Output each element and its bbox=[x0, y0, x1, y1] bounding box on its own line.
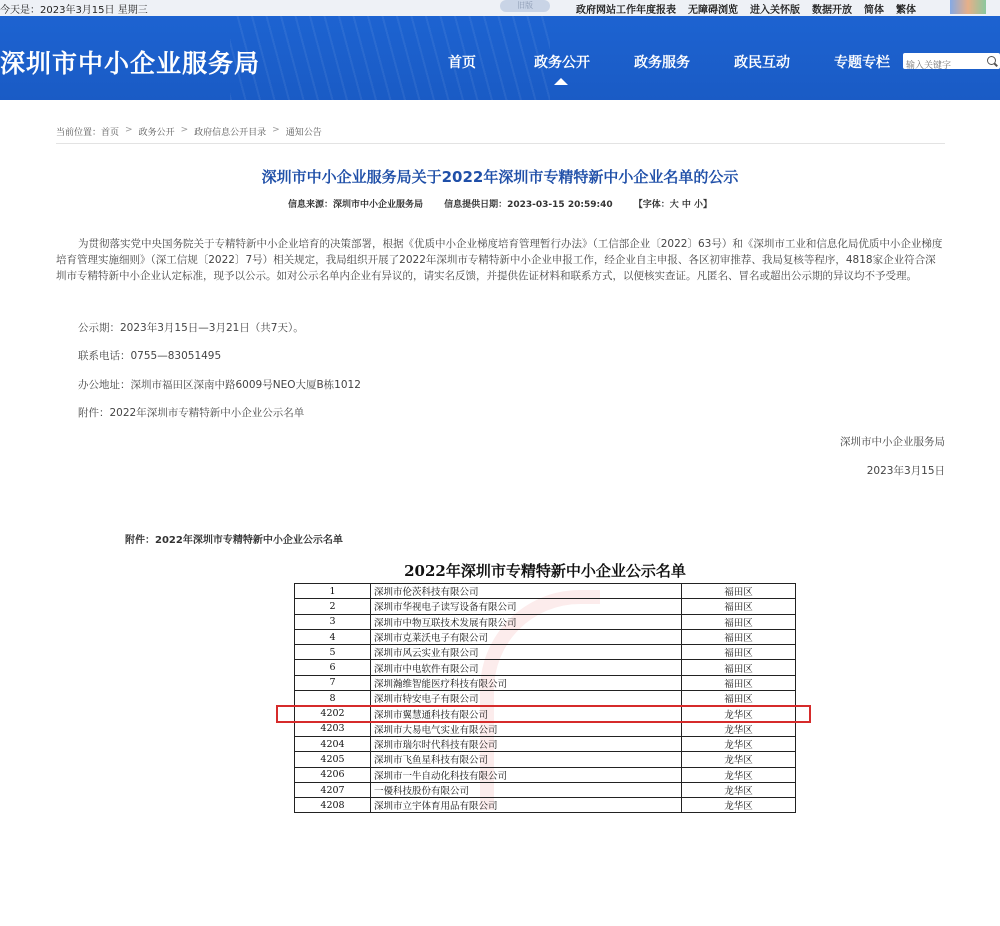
company-table bbox=[294, 583, 796, 813]
row-number: 4203 bbox=[295, 721, 371, 736]
table-row bbox=[295, 660, 796, 675]
district: 龙华区 bbox=[682, 721, 796, 736]
accessibility-link[interactable]: 无障碍浏览 bbox=[688, 5, 738, 16]
row-number: 6 bbox=[295, 660, 371, 675]
company-name: 深圳瀚维智能医疗科技有限公司 bbox=[371, 675, 682, 690]
company-name: 深圳市飞鱼星科技有限公司 bbox=[371, 752, 682, 767]
breadcrumb-separator: > bbox=[180, 125, 189, 135]
district: 龙华区 bbox=[682, 798, 796, 813]
traditional-chinese-link[interactable]: 繁体 bbox=[896, 5, 916, 16]
company-name: 深圳市一牛自动化科技有限公司 bbox=[371, 767, 682, 782]
company-name: 深圳市华视电子读写设备有限公司 bbox=[371, 599, 682, 614]
table-row bbox=[295, 752, 796, 767]
site-header bbox=[0, 16, 1000, 100]
company-name: 深圳市瑞尔时代科技有限公司 bbox=[371, 736, 682, 751]
open-data-link[interactable]: 数据开放 bbox=[812, 5, 852, 16]
table-row bbox=[295, 629, 796, 644]
row-number: 5 bbox=[295, 645, 371, 660]
table-row bbox=[295, 675, 796, 690]
row-number: 7 bbox=[295, 675, 371, 690]
row-number: 4202 bbox=[295, 706, 371, 721]
district: 福田区 bbox=[682, 660, 796, 675]
attachment-link[interactable]: 附件：2022年深圳市专精特新中小企业公示名单 bbox=[78, 407, 305, 419]
simplified-chinese-link[interactable]: 简体 bbox=[864, 5, 884, 16]
publicity-period: 公示期：2023年3月15日—3月21日（共7天）。 bbox=[78, 322, 304, 334]
table-row bbox=[295, 767, 796, 782]
row-number: 4207 bbox=[295, 782, 371, 797]
nav-gov-services[interactable]: 政务服务 bbox=[634, 55, 690, 71]
nav-home[interactable]: 首页 bbox=[448, 55, 476, 71]
search-box bbox=[903, 53, 1000, 69]
row-number: 4206 bbox=[295, 767, 371, 782]
table-row bbox=[295, 584, 796, 599]
breadcrumb-notices[interactable]: 通知公告 bbox=[285, 128, 322, 138]
breadcrumb-home[interactable]: 当前位置：首页 bbox=[56, 128, 120, 138]
article-meta bbox=[0, 197, 1000, 210]
row-number: 4205 bbox=[295, 752, 371, 767]
district: 福田区 bbox=[682, 614, 796, 629]
table-row bbox=[295, 599, 796, 614]
top-utility-bar bbox=[0, 0, 1000, 16]
district: 龙华区 bbox=[682, 706, 796, 721]
table-row bbox=[295, 736, 796, 751]
row-number: 1 bbox=[295, 584, 371, 599]
table-row bbox=[295, 645, 796, 660]
district: 龙华区 bbox=[682, 752, 796, 767]
district: 龙华区 bbox=[682, 782, 796, 797]
article-title: 深圳市中小企业服务局关于2022年深圳市专精特新中小企业名单的公示 bbox=[261, 168, 739, 186]
search-input[interactable] bbox=[903, 58, 979, 74]
breadcrumb bbox=[56, 125, 322, 138]
search-icon[interactable] bbox=[987, 56, 996, 65]
company-name: 深圳市中物互联技术发展有限公司 bbox=[371, 614, 682, 629]
divider bbox=[56, 143, 945, 144]
care-version-link[interactable]: 进入关怀版 bbox=[750, 5, 800, 16]
company-name: 深圳市中电软件有限公司 bbox=[371, 660, 682, 675]
company-name: 深圳市克莱沃电子有限公司 bbox=[371, 629, 682, 644]
row-number: 2 bbox=[295, 599, 371, 614]
breadcrumb-gov-open[interactable]: 政务公开 bbox=[138, 128, 175, 138]
nav-special-topics[interactable]: 专题专栏 bbox=[834, 55, 890, 71]
nav-interaction[interactable]: 政民互动 bbox=[734, 55, 790, 71]
company-name: 深圳市特安电子有限公司 bbox=[371, 691, 682, 706]
company-name: 深圳市伦茨科技有限公司 bbox=[371, 584, 682, 599]
table-row bbox=[295, 782, 796, 797]
current-date: 今天是：2023年3月15日 星期三 bbox=[0, 5, 148, 16]
main-nav bbox=[412, 52, 912, 72]
signature: 深圳市中小企业服务局 bbox=[840, 436, 945, 448]
company-name: 深圳市立宇体育用品有限公司 bbox=[371, 798, 682, 813]
font-size-controls[interactable]: 【字体：大 中 小】 bbox=[633, 200, 713, 210]
nav-gov-affairs-open[interactable]: 政务公开 bbox=[512, 52, 612, 72]
breadcrumb-catalog[interactable]: 政府信息公开目录 bbox=[194, 128, 267, 138]
district: 福田区 bbox=[682, 691, 796, 706]
district: 福田区 bbox=[682, 645, 796, 660]
contact-phone: 联系电话：0755—83051495 bbox=[78, 350, 222, 362]
info-source: 信息来源：深圳市中小企业服务局 bbox=[287, 200, 423, 210]
table-row bbox=[295, 721, 796, 736]
old-version-button[interactable]: 旧版 bbox=[500, 0, 550, 12]
row-number: 8 bbox=[295, 691, 371, 706]
company-name: 一優科技股份有限公司 bbox=[371, 782, 682, 797]
table-row bbox=[295, 691, 796, 706]
district: 福田区 bbox=[682, 584, 796, 599]
district: 龙华区 bbox=[682, 736, 796, 751]
district: 福田区 bbox=[682, 675, 796, 690]
highlight-box bbox=[276, 705, 811, 723]
sign-date: 2023年3月15日 bbox=[866, 465, 945, 477]
table-row bbox=[295, 614, 796, 629]
company-name: 深圳市翼慧通科技有限公司 bbox=[371, 706, 682, 721]
attachment-label: 附件：2022年深圳市专精特新中小企业公示名单 bbox=[125, 535, 343, 546]
district: 龙华区 bbox=[682, 767, 796, 782]
annual-report-link[interactable]: 政府网站工作年度报表 bbox=[576, 5, 676, 16]
info-date: 信息提供日期：2023-03-15 20:59:40 bbox=[444, 200, 613, 210]
breadcrumb-separator: > bbox=[272, 125, 280, 135]
table-row bbox=[295, 798, 796, 813]
breadcrumb-separator: > bbox=[125, 125, 133, 135]
utility-links bbox=[576, 1, 916, 16]
article-body: 为贯彻落实党中央国务院关于专精特新中小企业培育的决策部署，根据《优质中小企业梯度培育管理暂行办法》（工信部企业〔2022〕63号）和《深圳市工业和信息化局优质中小企业梯度培育管理实施细则》（深工信规〔2022〕7号）相关规定，我局组织开展了2022年深圳市专精特新中小企业申报工作，经企业自主申报、各区初审推荐、我局复核等程序，4818家企业符合深圳市专精特新中小企业认定标准，现予以公示。如对公示名单内企业有异议的，请实名反馈，并提供佐证材料和联系方式，以便核实查证。凡匿名、冒名或超出公示期的异议均不予受理。 bbox=[56, 238, 943, 282]
company-name: 深圳市风云实业有限公司 bbox=[371, 645, 682, 660]
list-title: 2022年深圳市专精特新中小企业公示名单 bbox=[404, 562, 686, 580]
office-address: 办公地址：深圳市福田区深南中路6009号NEO大厦B栋1012 bbox=[78, 379, 361, 391]
site-title[interactable]: 深圳市中小企业服务局 bbox=[0, 49, 261, 78]
row-number: 4208 bbox=[295, 798, 371, 813]
row-number: 4 bbox=[295, 629, 371, 644]
event-logo bbox=[950, 0, 986, 14]
row-number: 4204 bbox=[295, 736, 371, 751]
company-name: 深圳市大易电气实业有限公司 bbox=[371, 721, 682, 736]
district: 福田区 bbox=[682, 629, 796, 644]
company-list bbox=[294, 583, 796, 813]
row-number: 3 bbox=[295, 614, 371, 629]
district: 福田区 bbox=[682, 599, 796, 614]
